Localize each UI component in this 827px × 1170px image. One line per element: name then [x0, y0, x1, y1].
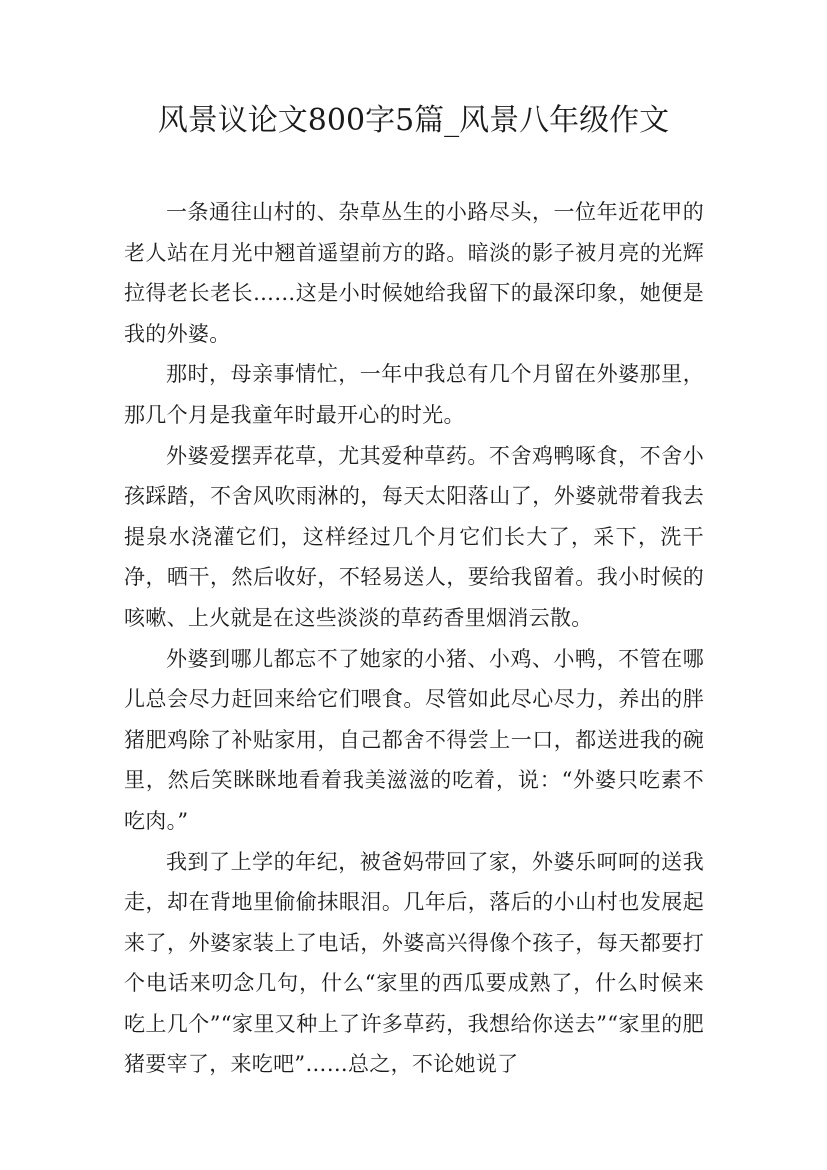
paragraph-5: 我到了上学的年纪，被爸妈带回了家，外婆乐呵呵的送我走，却在背地里偷偷抹眼泪。几年后，落后的小山村也发展起来了，外婆家装上了电话，外婆高兴得像个孩子，每天都要打个电话来叨念几句，什么“家里的西瓜要成熟了，什么时候来吃上几个”“家里又种上了许多草药，我想给你送去”“家里的肥猪要宰了，来吃吧”……总之，不论她说了 [124, 849, 704, 1077]
paragraph-1: 一条通往山村的、杂草丛生的小路尽头，一位年近花甲的老人站在月光中翘首遥望前方的路。暗淡的影子被月亮的光辉拉得老长老长……这是小时候她给我留下的最深印象，她便是我的外婆。 [124, 200, 704, 346]
paragraph-4: 外婆到哪儿都忘不了她家的小猪、小鸡、小鸭，不管在哪儿总会尽力赶回来给它们喂食。尽管如此尽心尽力，养出的胖猪肥鸡除了补贴家用，自己都舍不得尝上一口，都送进我的碗里，然后笑眯眯地看着我美滋滋的吃着，说：“外婆只吃素不吃肉。” [124, 646, 704, 833]
document-title: 风景议论文800字5篇_风景八年级作文 [157, 103, 670, 138]
paragraph-3: 外婆爱摆弄花草，尤其爱种草药。不舍鸡鸭啄食，不舍小孩踩踏，不舍风吹雨淋的，每天太阳落山了，外婆就带着我去提泉水浇灌它们，这样经过几个月它们长大了，采下，洗干净，晒干，然后收好，不轻易送人，要给我留着。我小时候的咳嗽、上火就是在这些淡淡的草药香里烟消云散。 [124, 443, 704, 630]
document-body [124, 192, 704, 1085]
paragraph-2: 那时，母亲事情忙，一年中我总有几个月留在外婆那里，那几个月是我童年时最开心的时光。 [124, 362, 704, 427]
